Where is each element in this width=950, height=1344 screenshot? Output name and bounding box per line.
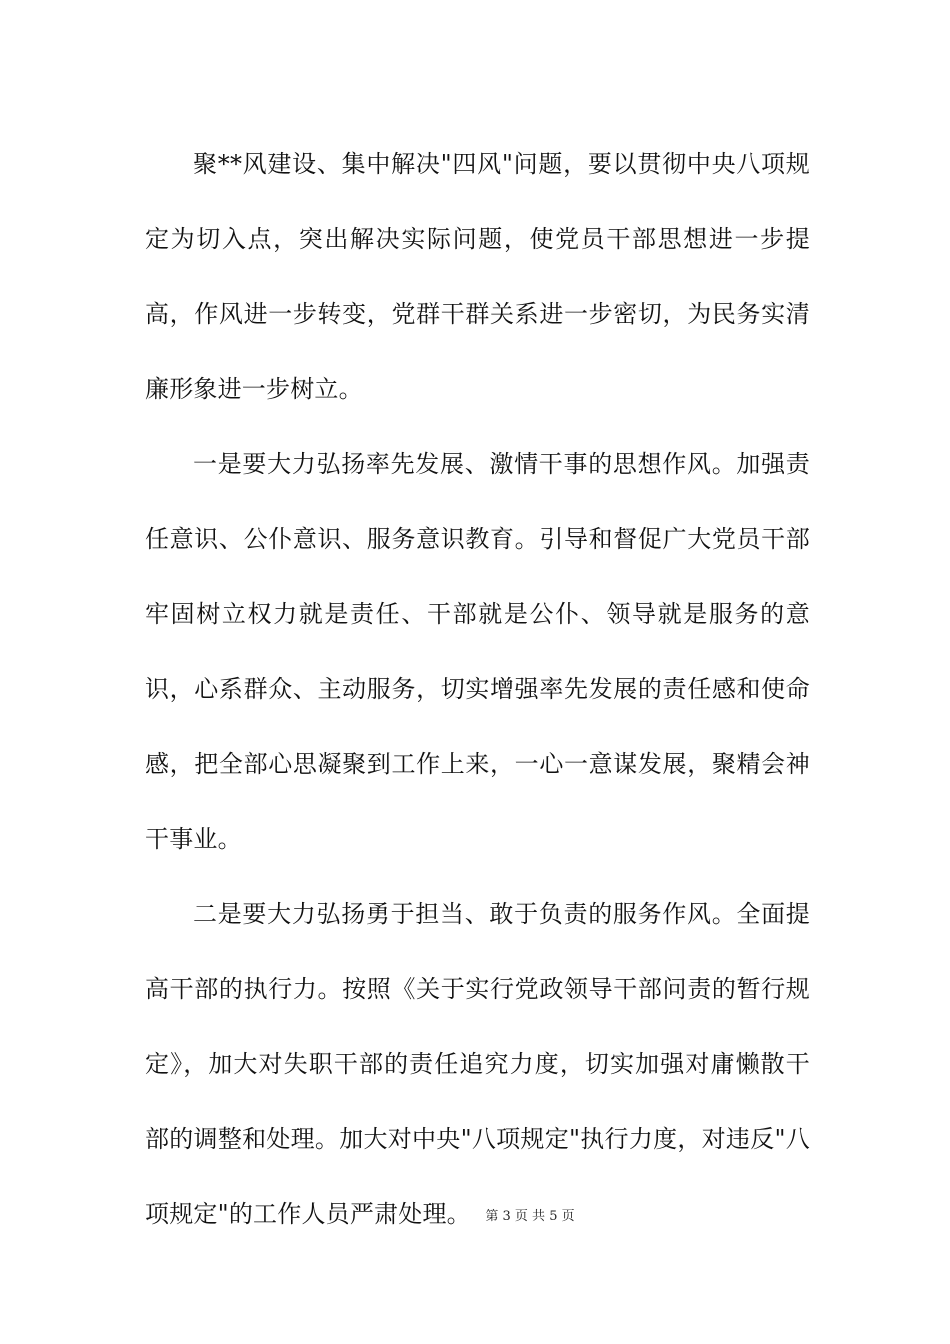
page-number-footer: 第 3 页 共 5 页 (485, 1209, 575, 1224)
paragraph-3: 二是要大力弘扬勇于担当、敢于负责的服务作风。全面提高干部的执行力。按照《关于实行党政领导干部问责的暂行规定》，加大对失职干部的责任追究力度，切实加强对庸懒散干部的调整和处理。加大对中央"八项规定"执行力度，对违反"八项规定"的工作人员严肃处理。 (145, 900, 810, 1228)
document-body (145, 127, 810, 1252)
paragraph-2: 一是要大力弘扬率先发展、激情干事的思想作风。加强责任意识、公仆意识、服务意识教育。引导和督促广大党员干部牢固树立权力就是责任、干部就是公仆、领导就是服务的意识，心系群众、主动服务，切实增强率先发展的责任感和使命感，把全部心思凝聚到工作上来，一心一意谋发展，聚精会神干事业。 (145, 450, 810, 853)
paragraph-1: 聚**风建设、集中解决"四风"问题，要以贯彻中央八项规定为切入点，突出解决实际问题，使党员干部思想进一步提高，作风进一步转变，党群干群关系进一步密切，为民务实清廉形象进一步树立。 (145, 150, 810, 403)
